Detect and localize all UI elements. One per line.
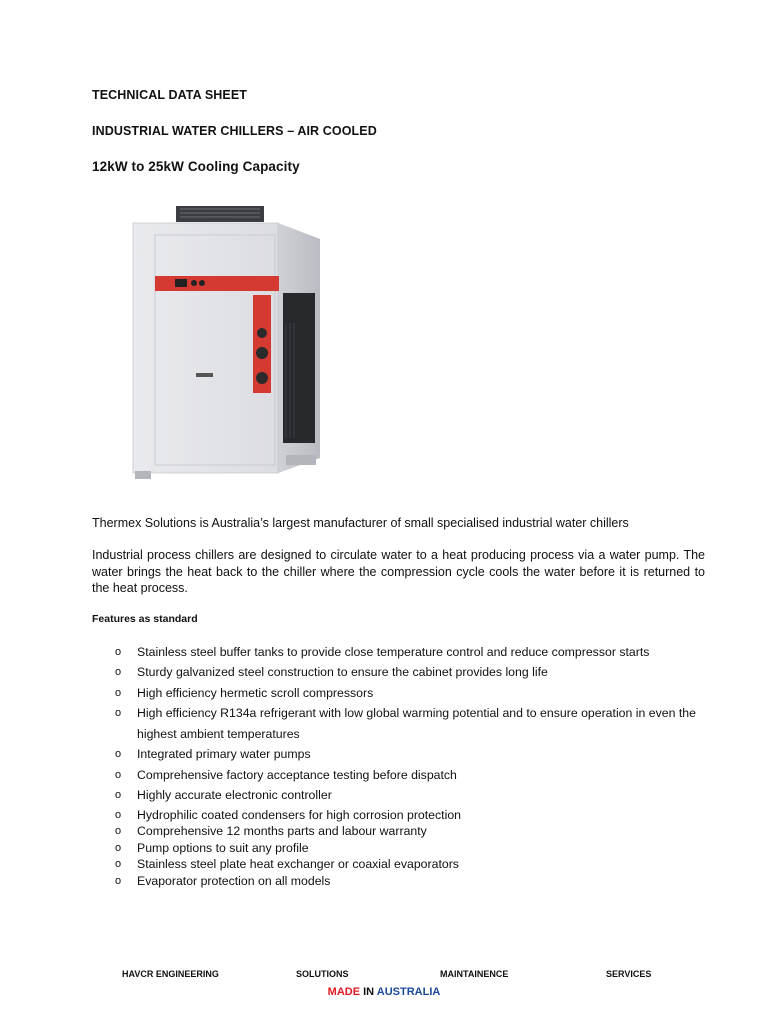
bullet-glyph: o [115, 769, 122, 781]
bullet-glyph: o [115, 825, 122, 837]
bullet-glyph: o [115, 748, 122, 760]
made-word: MADE [327, 986, 361, 998]
capacity-heading: 12kW to 25kW Cooling Capacity [92, 159, 300, 174]
description-paragraph: Industrial process chillers are designed to circulate water to a heat producing process via a water pump. The water brings the heat back to the chiller where the compression cycle cools the water before it is returned to the heat process. [92, 548, 705, 595]
in-word: IN [363, 986, 375, 998]
made-in-australia [0, 986, 768, 998]
doc-subtitle: INDUSTRIAL WATER CHILLERS – AIR COOLED [92, 124, 377, 138]
doc-title: TECHNICAL DATA SHEET [92, 88, 248, 102]
footer-nav [0, 969, 768, 983]
bullet-glyph: o [115, 789, 122, 801]
bullet-glyph: o [115, 687, 122, 699]
footer-link-maintainence[interactable]: MAINTAINENCE [440, 969, 509, 979]
bullet-glyph: o [115, 809, 122, 821]
features-title: Features as standard [92, 613, 198, 625]
country-word: AUSTRALIA [376, 986, 441, 998]
bullet-glyph: o [115, 707, 122, 719]
bullet-glyph: o [115, 666, 122, 678]
bullet-glyph: o [115, 875, 122, 887]
water-chiller-image [128, 203, 328, 483]
bullet-glyph: o [115, 842, 122, 854]
footer-link-services[interactable]: SERVICES [606, 969, 652, 979]
footer-link-havcr-engineering[interactable]: HAVCR ENGINEERING [122, 969, 219, 979]
bullet-glyph: o [115, 858, 122, 870]
bullet-glyph: o [115, 646, 122, 658]
footer-link-solutions[interactable]: SOLUTIONS [296, 969, 349, 979]
intro-paragraph: Thermex Solutions is Australia’s largest manufacturer of small specialised industrial water chillers [92, 516, 629, 530]
